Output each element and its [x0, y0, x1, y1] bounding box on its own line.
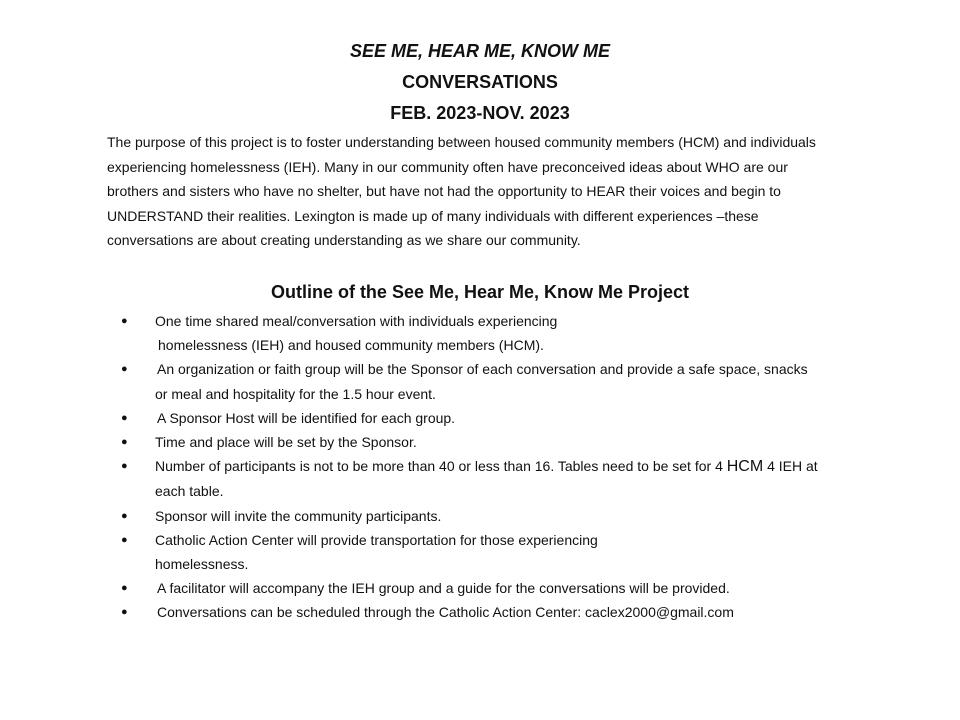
list-item-text-part: 4 IEH at	[763, 458, 818, 475]
bullet-icon: ●	[121, 363, 128, 376]
list-item	[0, 309, 960, 357]
list-item-text: An organization or faith group will be the Sponsor of each conversation and provide a safe space, snacks	[157, 361, 808, 378]
list-item-text	[0, 454, 960, 479]
intro-line: conversations are about creating understanding as we share our community.	[107, 232, 581, 248]
bullet-icon: ●	[121, 436, 128, 449]
bullet-icon: ●	[121, 582, 128, 595]
document-title: SEE ME, HEAR ME, KNOW ME	[349, 41, 610, 61]
bullet-icon: ●	[121, 509, 128, 522]
list-item-text-part: Number of participants is not to be more than 40 or less than 16. Tables need to be set for 4	[155, 458, 727, 475]
list-item	[0, 406, 960, 430]
list-item-text: A Sponsor Host will be identified for each group.	[157, 409, 456, 426]
outline-list	[0, 309, 960, 625]
list-item-continuation: or meal and hospitality for the 1.5 hour event.	[155, 385, 436, 402]
intro-paragraph	[107, 130, 887, 253]
intro-line: experiencing homelessness (IEH). Many in our community often have preconceived ideas about WHO are our	[107, 158, 788, 175]
list-item-continuation: each table.	[155, 483, 224, 500]
list-item-continuation: homelessness.	[155, 556, 249, 573]
list-item	[0, 600, 960, 624]
bullet-icon: ●	[121, 533, 128, 546]
bullet-icon: ●	[121, 411, 128, 424]
list-item-text-part: HCM	[726, 458, 764, 476]
list-item-continuation: homelessness (IEH) and housed community members (HCM).	[158, 337, 544, 354]
document-dates: FEB. 2023-NOV. 2023	[390, 103, 570, 123]
list-item-text: A facilitator will accompany the IEH group and a guide for the conversations will be provided.	[157, 580, 730, 597]
list-item-text: Conversations can be scheduled through the Catholic Action Center: caclex2000@gmail.com	[157, 604, 734, 621]
list-item-text: Time and place will be set by the Sponsor.	[155, 434, 417, 451]
list-item	[0, 576, 960, 600]
bullet-icon: ●	[121, 606, 128, 619]
list-item	[0, 430, 960, 454]
bullet-icon: ●	[121, 315, 128, 327]
outline-heading: Outline of the See Me, Hear Me, Know Me Project	[270, 282, 690, 302]
list-item-text: Catholic Action Center will provide transportation for those experiencing	[155, 531, 598, 548]
list-item-text: Sponsor will invite the community participants.	[155, 507, 442, 524]
intro-line: The purpose of this project is to foster understanding between housed community members (HCM) and individuals	[107, 134, 816, 150]
list-item	[0, 504, 960, 528]
document-subtitle: CONVERSATIONS	[402, 72, 558, 92]
bullet-icon: ●	[121, 460, 128, 473]
intro-line: UNDERSTAND their realities. Lexington is made up of many individuals with different experiences –these	[107, 207, 759, 224]
list-item-text: One time shared meal/conversation with individuals experiencing	[155, 313, 558, 329]
intro-line: brothers and sisters who have no shelter, but have not had the opportunity to HEAR their voices and begin to	[107, 183, 781, 199]
list-item	[0, 528, 960, 576]
list-item	[0, 454, 960, 503]
list-item	[0, 357, 960, 405]
